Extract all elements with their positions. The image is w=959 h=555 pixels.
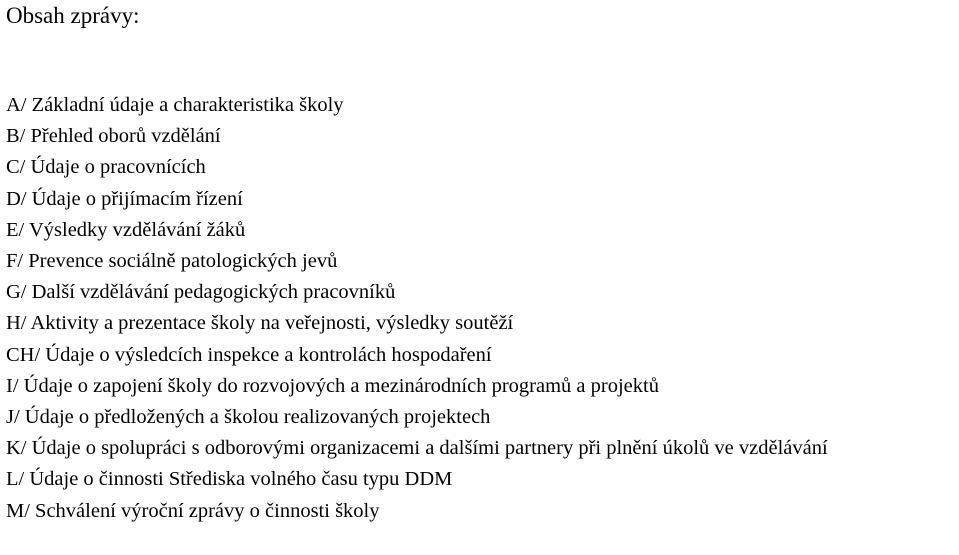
- toc-item-l: L/ Údaje o činnosti Střediska volného času typu DDM: [6, 468, 453, 491]
- toc-item-e: E/ Výsledky vzdělávání žáků: [6, 218, 246, 241]
- toc-item-a: A/ Základní údaje a charakteristika školy: [6, 94, 344, 116]
- toc-item-d: D/ Údaje o přijímacím řízení: [6, 187, 243, 210]
- table-of-contents: [6, 90, 956, 527]
- toc-item-b: B/ Přehled oborů vzdělání: [6, 125, 221, 148]
- toc-item-h: H/ Aktivity a prezentace školy na veřejnosti, výsledky soutěží: [6, 312, 514, 335]
- toc-item-j: J/ Údaje o předložených a školou realizovaných projektech: [6, 406, 491, 429]
- toc-item-c: C/ Údaje o pracovnících: [6, 156, 206, 179]
- document-heading: Obsah zprávy:: [6, 3, 140, 28]
- toc-item-g: G/ Další vzdělávání pedagogických pracovníků: [6, 281, 396, 304]
- toc-item-m: M/ Schválení výroční zprávy o činnosti školy: [6, 499, 380, 522]
- toc-item-ch: CH/ Údaje o výsledcích inspekce a kontrolách hospodaření: [6, 343, 492, 366]
- toc-item-k: K/ Údaje o spolupráci s odborovými organizacemi a dalšími partnery při plnění úkolů ve vzdělávání: [6, 437, 828, 460]
- document-page: [6, 0, 956, 527]
- toc-item-i: I/ Údaje o zapojení školy do rozvojových a mezinárodních programů a projektů: [6, 374, 659, 397]
- toc-item-f: F/ Prevence sociálně patologických jevů: [6, 250, 338, 273]
